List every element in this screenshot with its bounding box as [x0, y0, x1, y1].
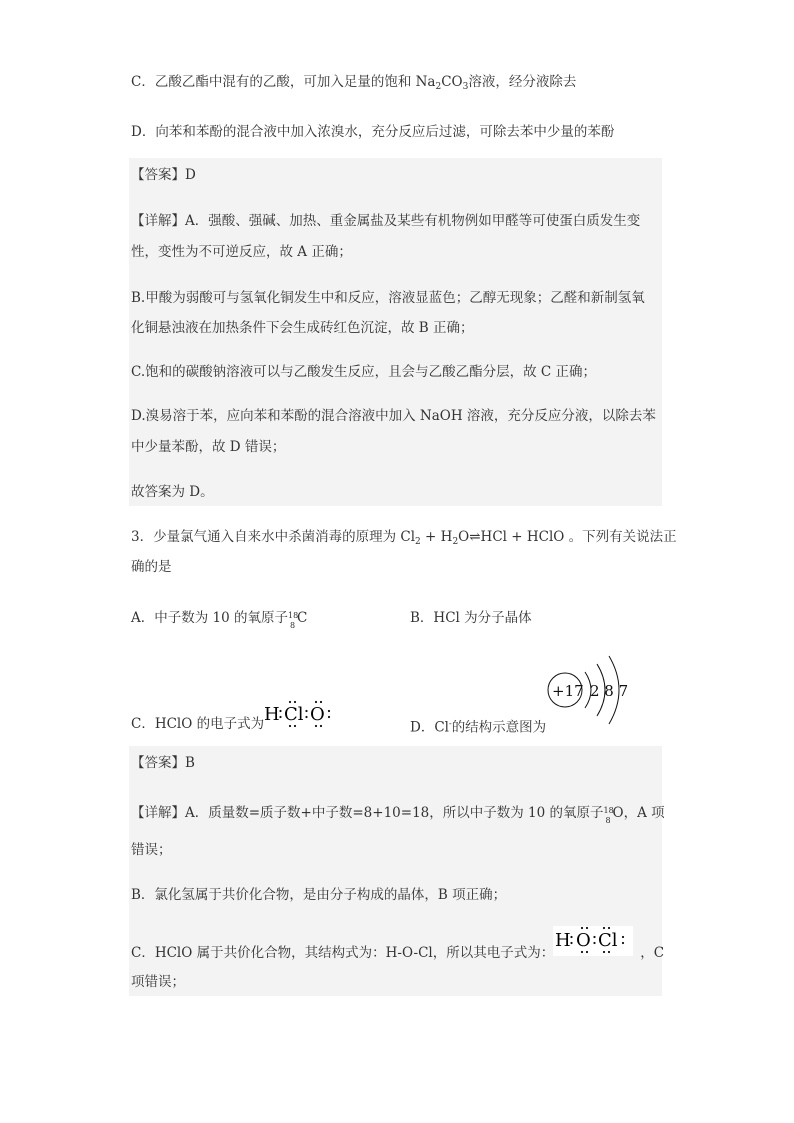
ef2-o: O: [576, 930, 591, 951]
nuclide-notation-o: 18 8: [603, 806, 614, 825]
chloride-ion-structure-diagram: [545, 650, 635, 728]
detail-b-line1: B.甲酸为弱酸可与氢氧化铜发生中和反应，溶液显蓝色；乙醇无现象；乙醛和新制氢氧: [131, 290, 645, 306]
detail3-a-line2: 错误；: [131, 842, 172, 858]
detail3-c-line1: C．HClO 属于共价化合物，其结构式为：H-O-Cl，所以其电子式为： ，C: [131, 945, 665, 961]
detail-b-line2: 化铜悬浊液在加热条件下会生成砖红色沉淀，故 B 正确；: [131, 320, 474, 336]
choice-a: A．中子数为 10 的氧原子 18 8 C: [131, 610, 308, 630]
nuclide-notation: 18 8: [288, 611, 299, 630]
detail-d-line1: D.溴易溶于苯，应向苯和苯酚的混合溶液中加入 NaOH 溶液，充分反应分液，以除去苯: [131, 408, 656, 424]
ef2-cl: Cl: [598, 930, 618, 951]
ef1-o: O: [310, 704, 325, 725]
detail-c: C.饱和的碳酸钠溶液可以与乙酸发生反应，且会与乙酸乙酯分层，故 C 正确；: [131, 364, 597, 380]
question-3-line2: 确的是: [131, 559, 172, 575]
option-d: D．向苯和苯酚的混合液中加入浓溴水，充分反应后过滤，可除去苯中少量的苯酚: [131, 124, 615, 140]
ef1-h: H: [264, 704, 280, 725]
detail-d-line2: 中少量苯酚，故 D 错误；: [131, 439, 286, 455]
detail-a-line2: 性，变性为不可逆反应，故 A 正确；: [131, 244, 352, 260]
ef2-h: H: [555, 930, 571, 951]
electron-shells: 2 8 7: [590, 682, 629, 700]
answer-label: 【答案】D: [131, 167, 196, 183]
question-3-line1: 3．少量氯气通入自来水中杀菌消毒的原理为 $Cl_2$ + $H_2O\rightleftharpoons HCl$ + HClO 。下列有关说法正: [131, 529, 677, 547]
electron-formula-hclo-correct: [553, 926, 633, 956]
detail-a-line1: 【详解】A．强酸、强碱、加热、重金属盐及某些有机物例如甲醛等可使蛋白质发生变: [131, 213, 641, 229]
nucleus-charge: +17: [552, 682, 584, 700]
choice-b: B．HCl 为分子晶体: [410, 610, 532, 626]
answer-3-label: 【答案】B: [131, 755, 195, 771]
detail-conclusion: 故答案为 D。: [131, 484, 214, 500]
detail3-b: B．氯化氢属于共价化合物，是由分子构成的晶体，B 项正确；: [131, 887, 507, 903]
choice-c: C．HClO 的电子式为: [131, 716, 265, 732]
electron-formula-hclo-wrong: [262, 700, 344, 730]
choice-d: D．Cl-的结构示意图为: [410, 719, 547, 736]
ef1-cl: Cl: [284, 704, 304, 725]
detail3-c-line2: 项错误；: [131, 974, 185, 990]
detail3-a-line1: 【详解】A．质量数=质子数+中子数=8+10=18，所以中子数为 10 的氧原子 18 8 O，A 项: [131, 805, 665, 825]
option-c: C．乙酸乙酯中混有的乙酸，可加入足量的饱和 $Na_2CO_3$溶液，经分液除去: [131, 74, 577, 92]
